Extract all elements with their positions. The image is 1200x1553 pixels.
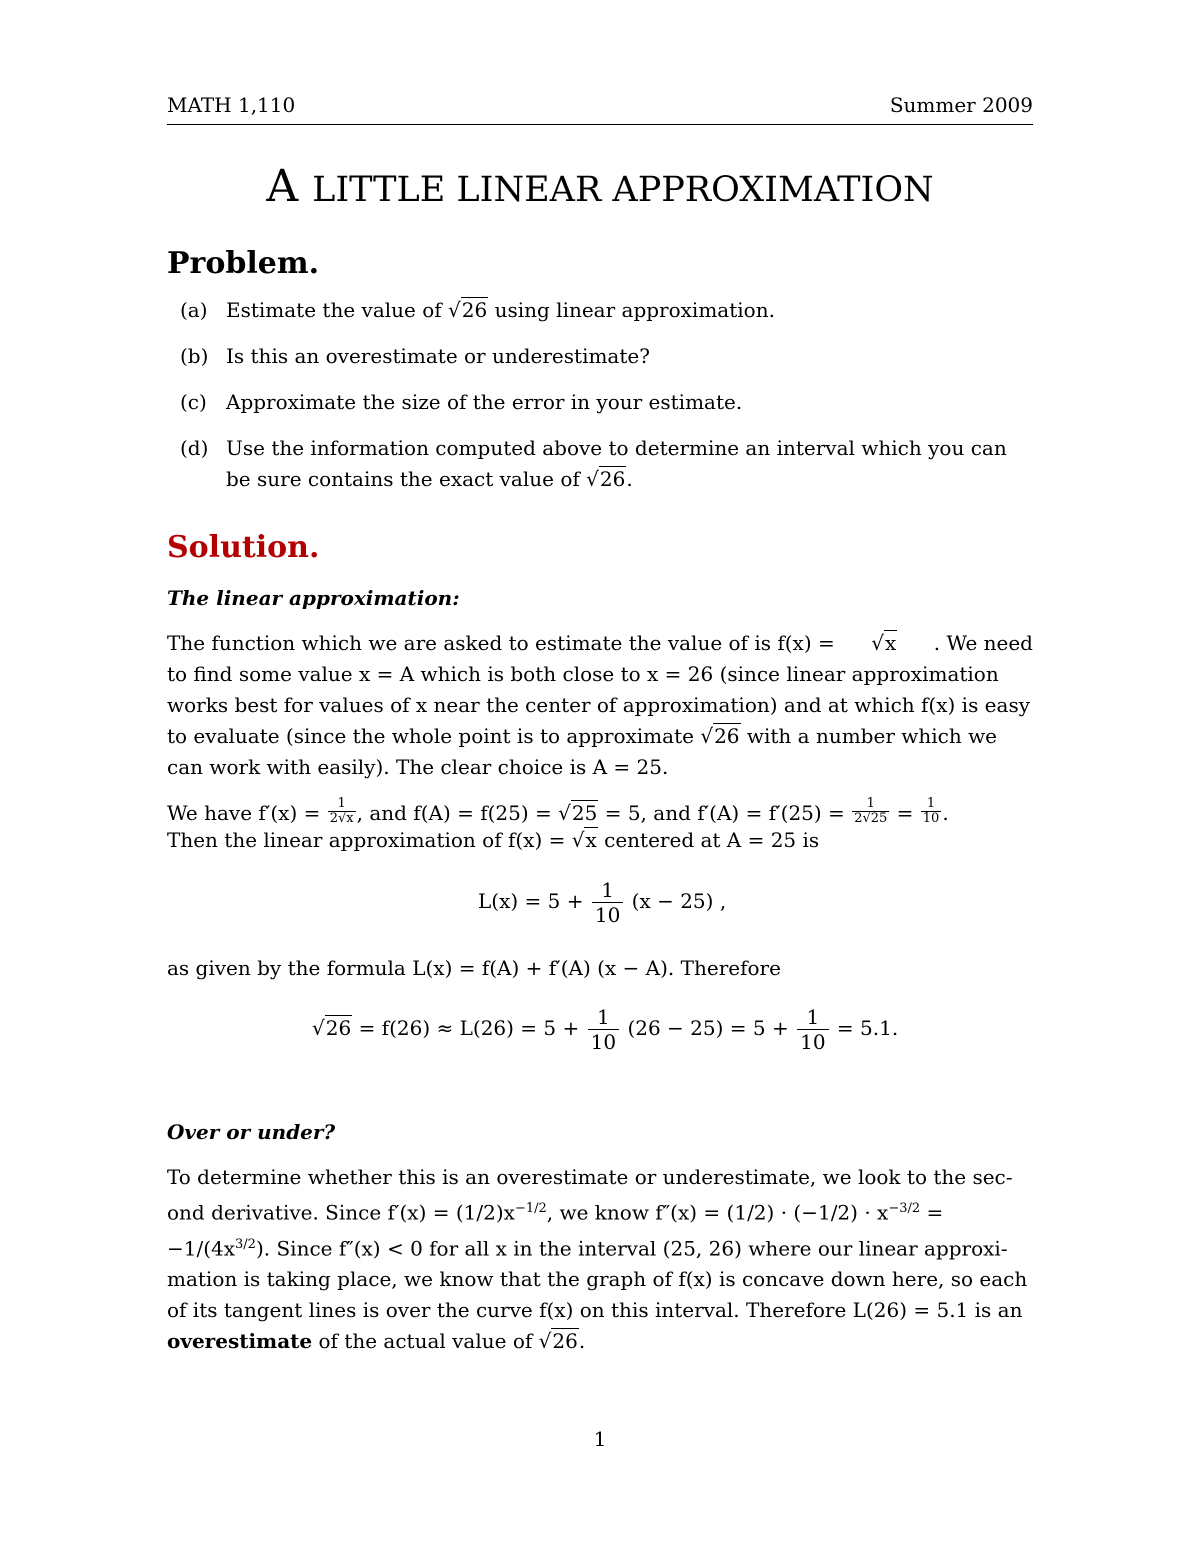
sqrt-26: √26 [312, 1016, 352, 1040]
para-text: The function which we are asked to estimate the value of is f(x) = [167, 631, 835, 655]
equation-estimate [312, 1005, 898, 1054]
item-b-text: Is this an overestimate or underestimate? [226, 344, 650, 368]
derivative-paragraph [167, 798, 1033, 856]
eq-text: L(x) = 5 + [478, 889, 584, 913]
item-a-text-before: Estimate the value of [226, 298, 449, 322]
fraction [328, 797, 356, 826]
eq-text: = 5.1. [836, 1016, 899, 1040]
section-over-under-title: Over or under? [167, 1120, 336, 1144]
header-rule [167, 124, 1033, 125]
bold-term: overestimate [167, 1329, 313, 1354]
denominator: 10 [800, 1030, 826, 1054]
para-text: . We need [933, 631, 1033, 655]
para-line [167, 721, 1033, 752]
radicand: 26 [461, 298, 488, 322]
item-d-line2-before: be sure contains the exact value of [226, 467, 587, 491]
page-number: 1 [593, 1427, 607, 1451]
solution-heading: Solution. [167, 530, 320, 565]
para-text: −1/(4x [167, 1236, 236, 1261]
para-text: = [896, 801, 914, 825]
para-text: Then the linear approximation of f(x) = [167, 828, 566, 852]
para-text: centered at A = 25 is [604, 828, 820, 852]
item-d-line2 [226, 467, 633, 491]
fraction [852, 797, 889, 826]
radicand: 26 [325, 1016, 352, 1040]
page-title [0, 162, 1200, 215]
para-text: with a number which we [746, 724, 998, 748]
title-rest: LITTLE LINEAR APPROXIMATION [312, 170, 934, 210]
para-text: = [920, 1200, 944, 1225]
denominator: 10 [590, 1030, 617, 1054]
para-line [167, 1193, 1033, 1229]
radicand: 25 [571, 801, 598, 825]
para-line [167, 825, 1033, 856]
fraction [797, 1005, 828, 1054]
para-text: = 5, and f′(A) = f′(25) = [604, 801, 845, 825]
denominator: 10 [922, 811, 940, 826]
radicand: x [585, 828, 597, 852]
numerator: 1 [588, 1005, 619, 1030]
para-text: ). Since f″(x) < 0 for all x in the interval (25, 26) where our linear approxi- [255, 1236, 1008, 1261]
numerator: 1 [592, 878, 623, 903]
radicand: 26 [599, 467, 626, 491]
para-text: . [942, 801, 949, 825]
para-line: to find some value x = A which is both close to x = 26 (since linear approximation [167, 662, 999, 686]
item-d-label: (d) [180, 436, 209, 460]
numerator: 1 [852, 797, 889, 812]
course-label: MATH 1,110 [167, 93, 296, 117]
item-a-text-after: using linear approximation. [488, 298, 775, 322]
problem-heading: Problem. [167, 246, 320, 281]
para-text: to evaluate (since the whole point is to approximate [167, 724, 694, 748]
para-line [167, 1326, 1033, 1357]
para-text: . [578, 1329, 586, 1354]
sqrt-26: √26 [538, 1329, 578, 1354]
para-line: of its tangent lines is over the curve f(x) on this interval. Therefore L(26) = 5.1 is an [167, 1298, 1023, 1323]
radicand: 26 [552, 1329, 578, 1354]
item-a-label: (a) [180, 298, 208, 322]
item-c-label: (c) [180, 390, 207, 414]
para-line [167, 1229, 1033, 1265]
equation-linearization [478, 878, 726, 927]
item-b-label: (b) [180, 344, 209, 368]
para-text: , and f(A) = f(25) = [356, 801, 552, 825]
linear-paragraph [167, 628, 1033, 783]
sqrt-26: √26 [448, 298, 488, 322]
section-linear-title: The linear approximation: [167, 586, 460, 610]
sqrt-25: √25 [558, 801, 598, 825]
item-d-line1: Use the information computed above to determine an interval which you can [226, 436, 1007, 460]
sqrt-26: √26 [586, 467, 626, 491]
radicand: 26 [714, 724, 740, 748]
denominator: 10 [594, 903, 621, 927]
denominator: 2√25 [854, 811, 888, 826]
formula-paragraph: as given by the formula L(x) = f(A) + f′(A) (x − A). Therefore [167, 956, 781, 980]
over-under-paragraph [167, 1162, 1033, 1357]
numerator: 1 [921, 797, 942, 812]
eq-text: (x − 25) , [631, 889, 727, 913]
superscript: −1/2 [514, 1201, 547, 1216]
denominator: 2√x [329, 811, 354, 826]
eq-text: (26 − 25) = 5 + [627, 1016, 789, 1040]
item-c-text: Approximate the size of the error in your estimate. [226, 390, 743, 414]
para-text: of the actual value of [312, 1329, 539, 1354]
term-label: Summer 2009 [889, 93, 1033, 117]
fraction [588, 1005, 619, 1054]
numerator: 1 [797, 1005, 828, 1030]
para-line [167, 628, 1033, 659]
radicand: x [885, 631, 897, 655]
item-d-line2-after: . [626, 467, 633, 491]
para-line: works best for values of x near the center of approximation) and at which f(x) is easy [167, 693, 1031, 717]
eq-text: = f(26) ≈ L(26) = 5 + [358, 1016, 580, 1040]
fraction [921, 797, 942, 826]
para-text: We have f′(x) = [167, 801, 321, 825]
para-line: can work with easily). The clear choice is A = 25. [167, 755, 669, 779]
numerator: 1 [328, 797, 356, 812]
title-initial: A [266, 161, 299, 212]
para-line: To determine whether this is an overestimate or underestimate, we look to the sec- [167, 1165, 1013, 1189]
para-line: mation is taking place, we know that the graph of f(x) is concave down here, so each [167, 1267, 1028, 1292]
fraction [592, 878, 623, 927]
item-a-text [226, 298, 775, 322]
para-text: ond derivative. Since f′(x) = (1/2)x [167, 1200, 515, 1225]
sqrt-26: √26 [700, 724, 740, 748]
superscript: 3/2 [235, 1236, 256, 1252]
sqrt-x: √x [571, 828, 597, 852]
para-text: , we know f″(x) = (1/2) · (−1/2) · x [546, 1200, 889, 1225]
superscript: −3/2 [888, 1201, 921, 1216]
sqrt-x: √x [871, 631, 897, 655]
